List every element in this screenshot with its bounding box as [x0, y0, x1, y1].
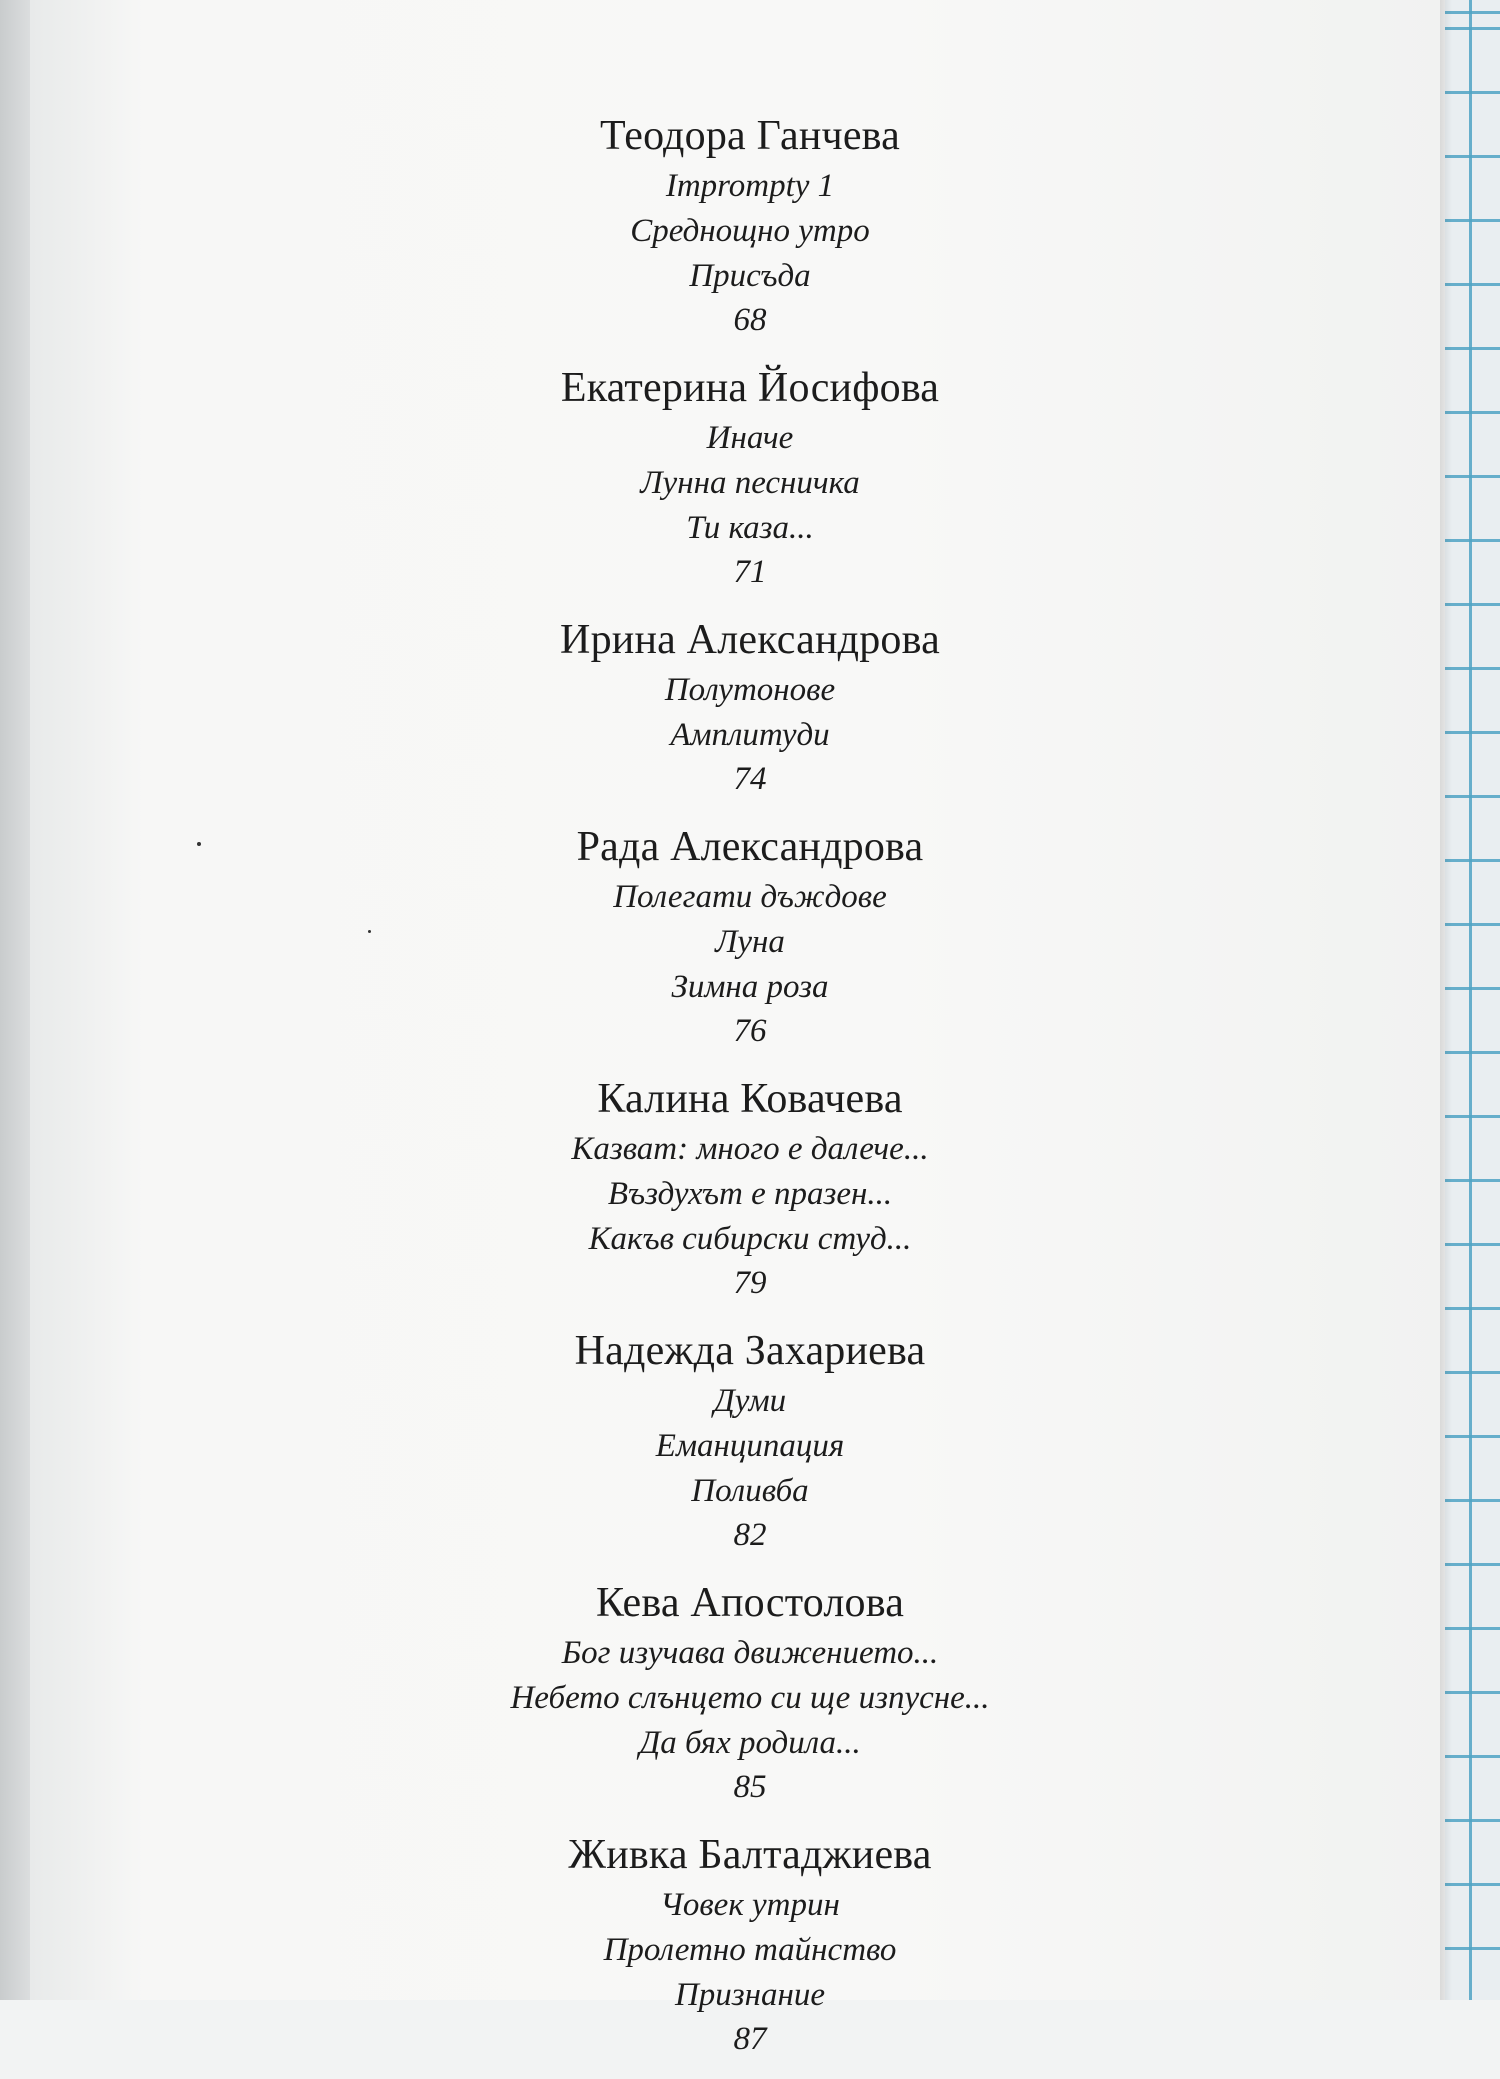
poem-title: Среднощно утро: [630, 213, 870, 249]
poem-title: Признание: [674, 1977, 826, 2013]
poem-title: Да бях родила...: [639, 1725, 861, 1761]
poem-title: Амплитуди: [670, 717, 830, 753]
author-name: Кева Апостолова: [595, 1580, 905, 1626]
author-name: Калина Ковачева: [597, 1076, 903, 1122]
poem-title: Небето слънцето си ще изпусне...: [510, 1680, 990, 1716]
poem-title: Ти каза...: [686, 510, 814, 546]
poem-title: Луна: [715, 924, 785, 960]
poem-title: Бог изучава движението...: [561, 1635, 939, 1671]
toc-entry: [250, 1071, 1250, 1304]
poem-title: Еманципация: [655, 1428, 845, 1464]
poem-title: Въздухът е празен...: [607, 1176, 893, 1212]
author-name: Живка Балтаджиева: [568, 1832, 932, 1878]
author-name: Ирина Александрова: [560, 617, 940, 663]
toc-entry: [250, 612, 1250, 800]
page-edge-shadow: [1440, 0, 1452, 2000]
author-name: Теодора Ганчева: [599, 113, 901, 159]
author-name: Рада Александрова: [576, 824, 924, 870]
page-number: 79: [733, 1265, 767, 1301]
page-number: 74: [733, 761, 767, 797]
poem-title: Полутонове: [664, 672, 836, 708]
table-of-contents: [250, 108, 1250, 2079]
poem-title: Думи: [713, 1383, 787, 1419]
author-name: Екатерина Йосифова: [560, 365, 940, 411]
poem-title: Лунна песничка: [640, 465, 860, 501]
poem-title: Човек утрин: [660, 1887, 840, 1923]
toc-entry: [250, 1323, 1250, 1556]
author-name: Надежда Захариева: [574, 1328, 926, 1374]
grid-paper-background: [1445, 0, 1500, 2000]
poem-title: Какъв сибирски студ...: [588, 1221, 912, 1257]
page-number: 87: [733, 2021, 767, 2057]
toc-entry: [250, 819, 1250, 1052]
poem-title: Присъда: [689, 258, 811, 294]
page-number: 82: [733, 1517, 767, 1553]
page-number: 76: [733, 1013, 767, 1049]
toc-entry: [250, 1575, 1250, 1808]
toc-entry: [250, 108, 1250, 341]
toc-entry: [250, 1827, 1250, 2060]
poem-title: Зимна роза: [671, 969, 829, 1005]
poem-title: Пролетно тайнство: [603, 1932, 897, 1968]
poem-title: Иначе: [706, 420, 794, 456]
poem-title: Imprompty 1: [665, 168, 835, 204]
poem-title: Поливба: [691, 1473, 809, 1509]
poem-title: Казват: много е далече...: [571, 1131, 929, 1167]
toc-entry: [250, 360, 1250, 593]
page-number: 68: [733, 302, 767, 338]
poem-title: Полегати дъждове: [613, 879, 887, 915]
page-number: 85: [733, 1769, 767, 1805]
page-speck: [197, 842, 201, 846]
page-number: 71: [733, 554, 767, 590]
